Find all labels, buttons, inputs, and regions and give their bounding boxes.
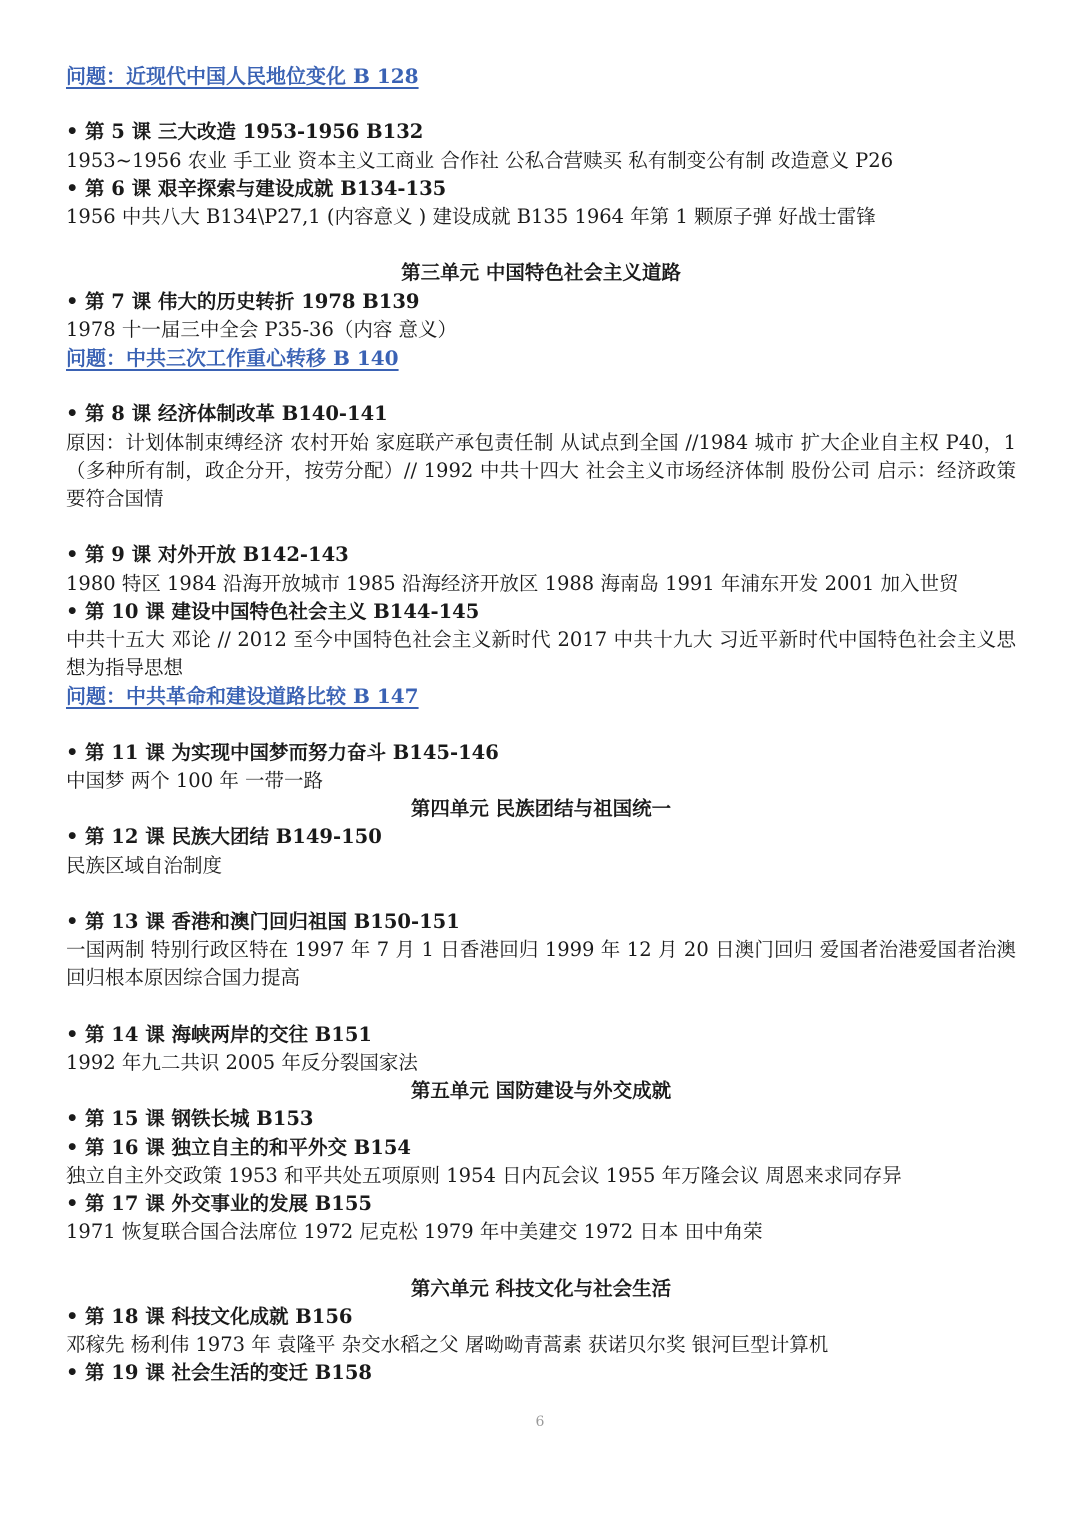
lesson-text: 第 15 课 钢铁长城 B153	[85, 1107, 314, 1131]
lesson-text: 第 8 课 经济体制改革 B140-141	[85, 402, 388, 426]
body-text	[66, 570, 1016, 598]
bullet-icon: •	[66, 1192, 79, 1216]
lesson-text: 第 16 课 独立自主的和平外交 B154	[85, 1135, 411, 1159]
body_wrap-text: 原因：计划体制束缚经济 农村开始 家庭联产承包责任制 从试点到全国 //1984 城市 扩大企业自主权 P40，1 （多种所有制，政企分开，按劳分配）// 1992 中共十四大 社会主义市场经济体制 股份公司 启示：经济政策要符合国情	[66, 430, 1016, 510]
lesson-heading	[66, 541, 1016, 569]
lesson-heading	[66, 1021, 1016, 1049]
question-link[interactable]	[66, 344, 1016, 372]
lesson-text: 第 7 课 伟大的历史转折 1978 B139	[85, 289, 420, 313]
unit-text: 第五单元 国防建设与外交成就	[410, 1079, 672, 1103]
body-text	[66, 1331, 1016, 1359]
bullet-icon: •	[66, 1022, 79, 1046]
page-number: 6	[535, 1414, 545, 1430]
question-text: 问题：中共革命和建设道路比较 B 147	[66, 684, 419, 709]
bullet-icon: •	[66, 543, 79, 567]
lesson-heading	[66, 118, 1016, 146]
bullet-icon: •	[66, 176, 79, 200]
unit-text: 第四单元 民族团结与祖国统一	[410, 797, 672, 821]
lesson-text: 第 12 课 民族大团结 B149-150	[85, 825, 382, 849]
bullet-icon: •	[66, 1107, 79, 1131]
lesson-heading	[66, 908, 1016, 936]
unit-heading	[66, 795, 1016, 823]
unit-heading	[66, 1275, 1016, 1303]
lesson-heading	[66, 739, 1016, 767]
bullet-icon: •	[66, 1135, 79, 1159]
blank-line	[66, 231, 1016, 259]
lesson-heading	[66, 1105, 1016, 1133]
body-text: 1978 十一届三中全会 P35-36（内容 意义）	[66, 317, 458, 341]
bullet-icon: •	[66, 910, 79, 933]
body-text: 1956 中共八大 B134\P27,1 (内容意义 ) 建设成就 B135 1964 年第 1 颗原子弹 好战士雷锋	[66, 205, 876, 228]
body_wrap-text: 一国两制 特别行政区特在 1997 年 7 月 1 日香港回归 1999 年 12 月 20 日澳门回归 爱国者治港爱国者治澳 回归根本原因综合国力提高	[66, 938, 1016, 990]
unit-heading	[66, 1077, 1016, 1105]
document-page	[66, 62, 1016, 1387]
blank-line	[66, 993, 1016, 1021]
unit-heading	[66, 259, 1016, 287]
lesson-heading	[66, 598, 1016, 626]
blank-line	[66, 513, 1016, 541]
lesson-text: 第 17 课 外交事业的发展 B155	[85, 1192, 372, 1216]
question-link[interactable]	[66, 62, 1016, 90]
body-text	[66, 1049, 1016, 1077]
body-text	[66, 852, 1016, 880]
question-text: 问题：近现代中国人民地位变化 B 128	[66, 64, 419, 88]
unit-text: 第六单元 科技文化与社会生活	[410, 1276, 672, 1300]
blank-line	[66, 372, 1016, 400]
lesson-heading	[66, 1134, 1016, 1162]
body-text	[66, 936, 1016, 992]
body-text	[66, 1218, 1016, 1246]
lesson-text: 第 9 课 对外开放 B142-143	[85, 543, 349, 567]
body-text: 1992 年九二共识 2005 年反分裂国家法	[66, 1051, 418, 1074]
blank-line	[66, 1246, 1016, 1274]
body-text: 中国梦 两个 100 年 一带一路	[66, 769, 324, 792]
body-text: 1980 特区 1984 沿海开放城市 1985 沿海经济开放区 1988 海南岛 1991 年浦东开发 2001 加入世贸	[66, 571, 959, 595]
body-text: 民族区域自治制度	[66, 853, 223, 877]
body-text: 1953~1956 农业 手工业 资本主义工商业 合作社 公私合营赎买 私有制变公有制 改造意义 P26	[66, 148, 894, 172]
lesson-heading	[66, 1190, 1016, 1218]
question-link[interactable]	[66, 682, 1016, 710]
blank-line	[66, 90, 1016, 118]
body-text	[66, 767, 1016, 795]
body-text	[66, 1162, 1016, 1190]
body-text: 1971 恢复联合国合法席位 1972 尼克松 1979 年中美建交 1972 日本 田中角荣	[66, 1220, 763, 1244]
bullet-icon: •	[66, 289, 79, 313]
bullet-icon: •	[66, 402, 79, 426]
bullet-icon: •	[66, 740, 79, 764]
lesson-heading	[66, 1303, 1016, 1331]
lesson-heading	[66, 823, 1016, 851]
lesson-heading	[66, 1359, 1016, 1387]
bullet-icon: •	[66, 1361, 79, 1385]
lesson-text: 第 14 课 海峡两岸的交往 B151	[85, 1022, 372, 1046]
lesson-text: 第 11 课 为实现中国梦而努力奋斗 B145-146	[85, 740, 499, 764]
lesson-heading	[66, 288, 1016, 316]
body-text	[66, 626, 1016, 682]
lesson-text: 第 6 课 艰辛探索与建设成就 B134-135	[85, 176, 447, 200]
body_wrap-text: 中共十五大 邓论 // 2012 至今中国特色社会主义新时代 2017 中共十九大 习近平新时代中国特色社会主义思想为指导思想	[66, 628, 1016, 680]
lesson-text: 第 18 课 科技文化成就 B156	[85, 1304, 353, 1328]
bullet-icon: •	[66, 120, 79, 144]
body-text: 独立自主外交政策 1953 和平共处五项原则 1954 日内瓦会议 1955 年万隆会议 周恩来求同存异	[66, 1163, 902, 1187]
lesson-heading	[66, 400, 1016, 428]
unit-text: 第三单元 中国特色社会主义道路	[401, 261, 681, 285]
question-text: 问题：中共三次工作重心转移 B 140	[66, 346, 399, 370]
body-text	[66, 203, 1016, 231]
lesson-text: 第 5 课 三大改造 1953-1956 B132	[85, 120, 424, 144]
body-text	[66, 429, 1016, 514]
blank-line	[66, 711, 1016, 739]
lesson-heading	[66, 175, 1016, 203]
bullet-icon: •	[66, 599, 79, 623]
bullet-icon: •	[66, 1304, 79, 1328]
bullet-icon: •	[66, 825, 79, 849]
body-text	[66, 147, 1016, 175]
lesson-text: 第 10 课 建设中国特色社会主义 B144-145	[85, 599, 480, 623]
blank-line	[66, 880, 1016, 908]
body-text: 邓稼先 杨利伟 1973 年 袁隆平 杂交水稻之父 屠呦呦青蒿素 获诺贝尔奖 银河巨型计算机	[66, 1333, 829, 1357]
lesson-text: 第 13 课 香港和澳门回归祖国 B150-151	[85, 910, 460, 933]
body-text	[66, 316, 1016, 344]
lesson-text: 第 19 课 社会生活的变迁 B158	[85, 1361, 372, 1385]
